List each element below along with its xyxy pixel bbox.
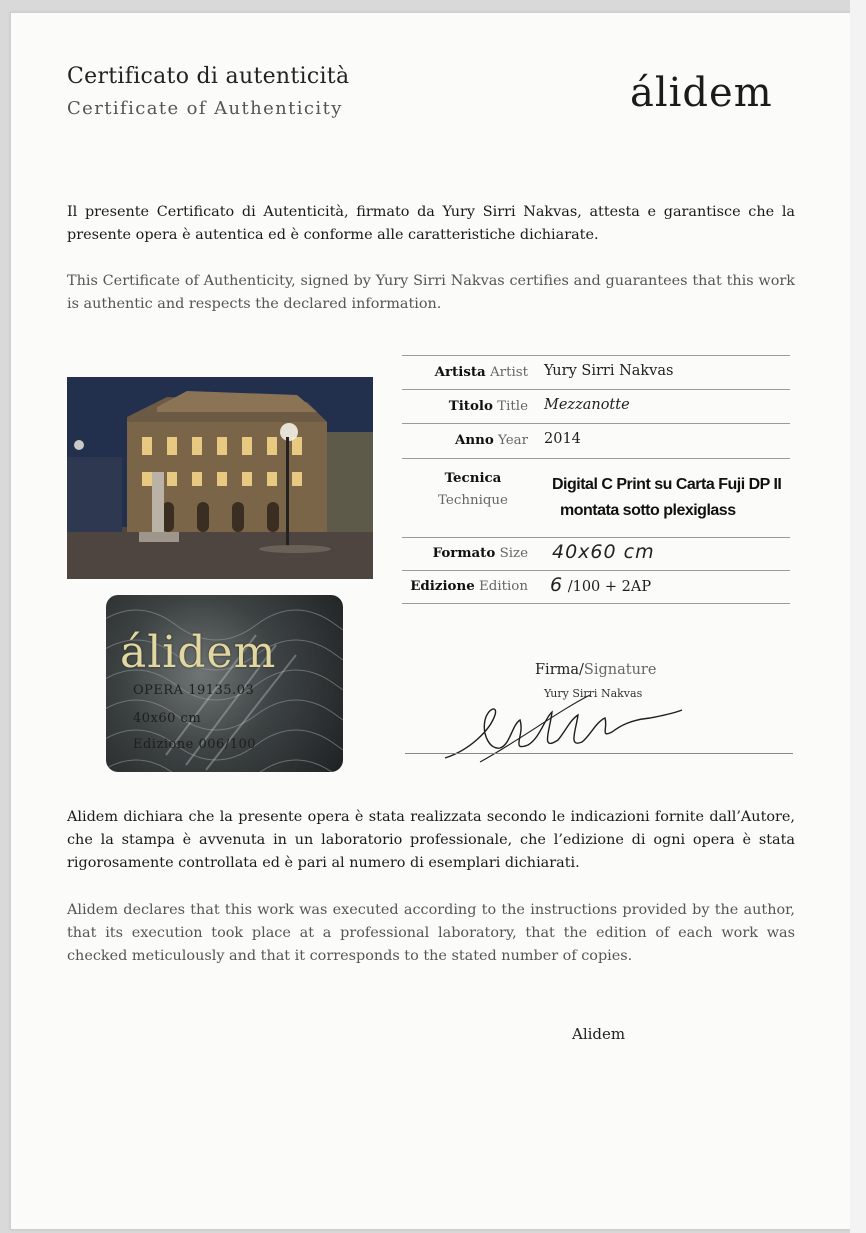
hologram-text-opera: OPERA 19135.03: [133, 683, 255, 698]
hologram-text-size: 40x60 cm: [133, 711, 202, 726]
artwork-photo-illustration: [67, 377, 373, 579]
edition-total: /100 + 2AP: [567, 579, 652, 595]
page-edge: [850, 0, 866, 1233]
artist-label: Artista Artist: [434, 364, 528, 380]
hologram-logo: álidem: [120, 627, 277, 678]
declaration-paragraph-italian: Alidem dichiara che la presente opera è stata realizzata secondo le indicazioni fornite dall’Autore, che la stampa è avvenuta in un laboratorio professionale, che l’edizione di ogni opera è stata rigorosamente controllata ed è pari al numero di esemplari dichiarati.: [67, 809, 795, 871]
artwork-details-table: [402, 355, 790, 604]
certificate-title-italian: Certificato di autenticità: [67, 64, 350, 89]
certificate-title-english: Certificate of Authenticity: [67, 98, 343, 119]
detail-row-year: [402, 423, 790, 458]
detail-row-technique: [402, 458, 790, 537]
signature-label: Firma/Signature: [535, 662, 657, 678]
edition-label: Edizione Edition: [410, 578, 528, 594]
signature-line: [405, 753, 793, 754]
hologram-text-edition: Edizione 006/100: [133, 737, 257, 752]
detail-row-title: [402, 389, 790, 423]
technique-value-line1: Digital C Print su Carta Fuji DP II: [552, 476, 782, 493]
technique-value-line2: montata sotto plexiglass: [560, 502, 736, 519]
title-value: Mezzanotte: [544, 397, 630, 413]
edition-value: [550, 574, 651, 596]
year-value: 2014: [544, 431, 581, 447]
title-label: Titolo Title: [448, 398, 528, 414]
size-value-handwritten: 40x60 cm: [552, 541, 655, 563]
intro-paragraph-italian: Il presente Certificato di Autenticità, firmato da Yury Sirri Nakvas, attesta e garantisce che la presente opera è autentica ed è conforme alle caratteristiche dichiarate.: [67, 204, 795, 243]
alidem-logo: álidem: [630, 70, 773, 116]
year-label: Anno Year: [454, 432, 528, 448]
edition-number-handwritten: 6: [550, 574, 564, 596]
declaration-paragraph-english: Alidem declares that this work was executed according to the instructions provided by the author, that its execution took place at a professional laboratory, that the edition of each work was checked meticulously and that it corresponds to the stated number of copies.: [67, 902, 795, 964]
detail-row-edition: [402, 570, 790, 604]
issuer-name: Alidem: [572, 1025, 626, 1043]
signatory-name: Yury Sirri Nakvas: [544, 687, 643, 700]
artist-value: Yury Sirri Nakvas: [544, 363, 674, 379]
detail-row-artist: [402, 355, 790, 389]
intro-paragraph-english: This Certificate of Authenticity, signed by Yury Sirri Nakvas certifies and guarantees that this work is authentic and respects the declared information.: [67, 273, 795, 312]
detail-row-size: [402, 537, 790, 570]
size-label: Formato Size: [432, 545, 528, 561]
artwork-photo: [67, 377, 373, 579]
technique-label: Tecnica Technique: [438, 470, 508, 508]
